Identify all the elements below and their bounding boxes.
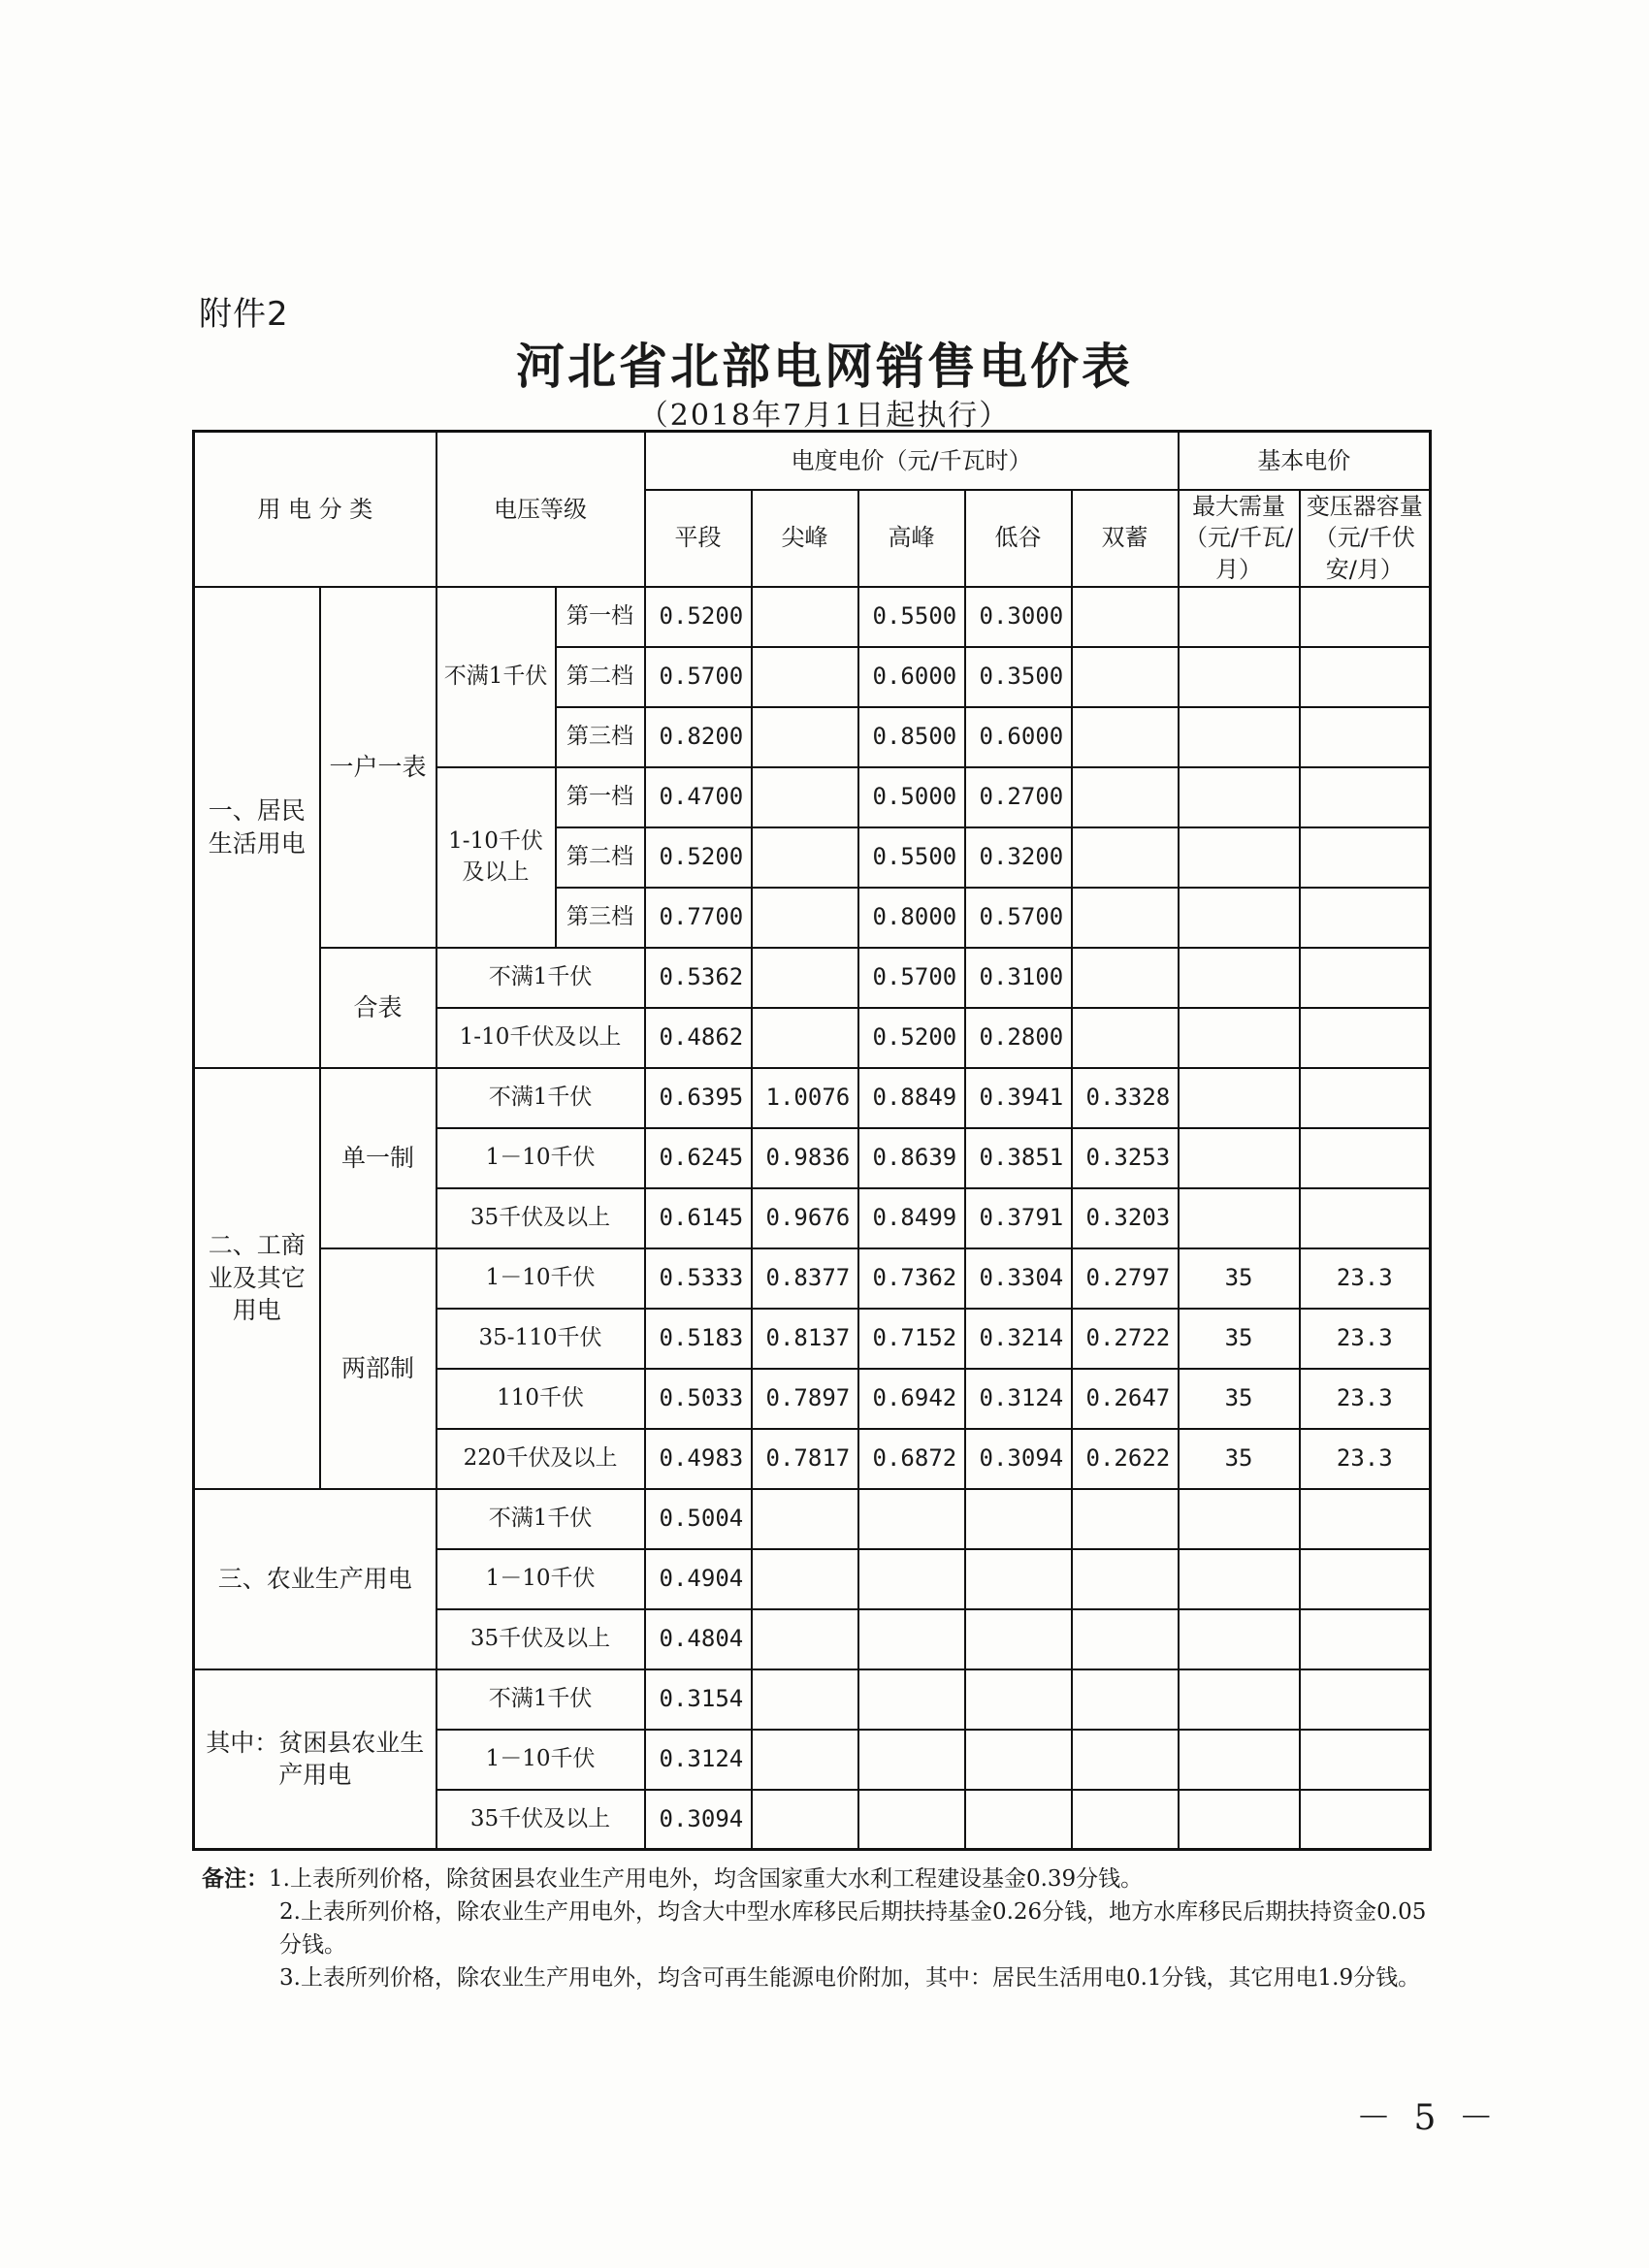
price-peak: 0.8500 [858, 707, 965, 767]
page-title: 河北省北部电网销售电价表 [516, 339, 1133, 395]
header-dual-storage: 双蓄 [1072, 490, 1179, 587]
price-valley: 0.3100 [965, 948, 1072, 1008]
empty-cell [752, 1609, 858, 1669]
price-dual: 0.3328 [1072, 1068, 1179, 1128]
table-row [194, 948, 1431, 1008]
empty-cell [1179, 1549, 1300, 1609]
price-peak: 0.5000 [858, 767, 965, 827]
empty-cell [858, 1790, 965, 1850]
price-dual: 0.2797 [1072, 1248, 1179, 1309]
table-row [194, 1068, 1431, 1128]
empty-cell [965, 1669, 1072, 1730]
voltage-label: 不满1千伏 [436, 1489, 645, 1549]
header-max-demand: 最大需量（元/千瓦/月） [1179, 490, 1300, 587]
price-valley: 0.3500 [965, 647, 1072, 707]
price-flat: 0.5033 [645, 1369, 752, 1429]
price-capacity: 23.3 [1300, 1429, 1431, 1489]
price-capacity [1300, 1068, 1431, 1128]
price-dual: 0.2647 [1072, 1369, 1179, 1429]
price-valley: 0.3791 [965, 1188, 1072, 1248]
price-capacity [1300, 647, 1431, 707]
header-sharp-peak: 尖峰 [752, 490, 858, 587]
empty-cell [1179, 1489, 1300, 1549]
price-peak: 0.5700 [858, 948, 965, 1008]
tier-label: 第一档 [556, 587, 645, 647]
empty-cell [1072, 1730, 1179, 1790]
price-sharp: 0.7817 [752, 1429, 858, 1489]
price-demand [1179, 1068, 1300, 1128]
price-capacity [1300, 587, 1431, 647]
price-valley: 0.2800 [965, 1008, 1072, 1068]
price-dual [1072, 647, 1179, 707]
notes-section [202, 1863, 1429, 1994]
price-demand [1179, 767, 1300, 827]
voltage-under-1kv: 不满1千伏 [436, 587, 556, 767]
price-flat: 0.5183 [645, 1309, 752, 1369]
price-sharp [752, 827, 858, 888]
price-flat: 0.6395 [645, 1068, 752, 1128]
price-dual [1072, 948, 1179, 1008]
empty-cell [965, 1549, 1072, 1609]
price-flat: 0.5004 [645, 1489, 752, 1549]
price-valley: 0.2700 [965, 767, 1072, 827]
empty-cell [965, 1730, 1072, 1790]
price-flat: 0.7700 [645, 888, 752, 948]
header-row-1 [194, 432, 1431, 490]
price-valley: 0.3124 [965, 1369, 1072, 1429]
price-flat: 0.5700 [645, 647, 752, 707]
voltage-label: 不满1千伏 [436, 1068, 645, 1128]
tier-label: 第二档 [556, 827, 645, 888]
empty-cell [858, 1730, 965, 1790]
category-agriculture: 三、农业生产用电 [194, 1489, 436, 1669]
effective-date-subtitle: （2018年7月1日起执行） [638, 399, 1011, 433]
price-valley: 0.3304 [965, 1248, 1072, 1309]
price-capacity: 23.3 [1300, 1248, 1431, 1309]
empty-cell [752, 1790, 858, 1850]
price-flat: 0.5200 [645, 827, 752, 888]
tier-label: 第一档 [556, 767, 645, 827]
subcategory-single-system: 单一制 [320, 1068, 436, 1248]
header-flat: 平段 [645, 490, 752, 587]
voltage-label: 1－10千伏 [436, 1549, 645, 1609]
subcategory-two-part: 两部制 [320, 1248, 436, 1489]
price-valley: 0.3000 [965, 587, 1072, 647]
header-energy-price: 电度电价（元/千瓦时） [645, 432, 1179, 490]
price-dual: 0.2622 [1072, 1429, 1179, 1489]
voltage-label: 35-110千伏 [436, 1309, 645, 1369]
header-peak: 高峰 [858, 490, 965, 587]
empty-cell [1072, 1549, 1179, 1609]
empty-cell [1300, 1730, 1431, 1790]
price-sharp: 0.7897 [752, 1369, 858, 1429]
price-sharp: 1.0076 [752, 1068, 858, 1128]
tier-label: 第三档 [556, 707, 645, 767]
price-capacity [1300, 948, 1431, 1008]
price-demand: 35 [1179, 1369, 1300, 1429]
note-3: 3.上表所列价格，除农业生产用电外，均含可再生能源电价附加，其中：居民生活用电0.1分钱，其它用电1.9分钱。 [279, 1965, 1421, 1991]
price-peak: 0.5500 [858, 587, 965, 647]
price-sharp: 0.8137 [752, 1309, 858, 1369]
price-demand: 35 [1179, 1248, 1300, 1309]
price-dual [1072, 888, 1179, 948]
empty-cell [965, 1609, 1072, 1669]
price-sharp [752, 707, 858, 767]
price-sharp: 0.9836 [752, 1128, 858, 1188]
empty-cell [1300, 1669, 1431, 1730]
price-valley: 0.6000 [965, 707, 1072, 767]
empty-cell [752, 1730, 858, 1790]
subcategory-merged-meter: 合表 [320, 948, 436, 1068]
empty-cell [752, 1549, 858, 1609]
price-flat: 0.4700 [645, 767, 752, 827]
price-flat: 0.6145 [645, 1188, 752, 1248]
price-valley: 0.3094 [965, 1429, 1072, 1489]
empty-cell [858, 1549, 965, 1609]
price-valley: 0.3200 [965, 827, 1072, 888]
price-flat: 0.3154 [645, 1669, 752, 1730]
empty-cell [1072, 1609, 1179, 1669]
empty-cell [752, 1669, 858, 1730]
price-dual [1072, 767, 1179, 827]
voltage-label: 1-10千伏及以上 [436, 1008, 645, 1068]
price-sharp: 0.8377 [752, 1248, 858, 1309]
empty-cell [1179, 1730, 1300, 1790]
voltage-label: 不满1千伏 [436, 1669, 645, 1730]
empty-cell [1179, 1669, 1300, 1730]
price-capacity [1300, 888, 1431, 948]
price-peak: 0.8000 [858, 888, 965, 948]
voltage-label: 1－10千伏 [436, 1248, 645, 1309]
price-capacity [1300, 1008, 1431, 1068]
voltage-label: 35千伏及以上 [436, 1609, 645, 1669]
price-capacity: 23.3 [1300, 1309, 1431, 1369]
empty-cell [1179, 1790, 1300, 1850]
price-flat: 0.3094 [645, 1790, 752, 1850]
price-dual: 0.3203 [1072, 1188, 1179, 1248]
price-sharp [752, 647, 858, 707]
price-demand: 35 [1179, 1429, 1300, 1489]
subcategory-single-meter: 一户一表 [320, 587, 436, 948]
price-flat: 0.8200 [645, 707, 752, 767]
price-dual: 0.2722 [1072, 1309, 1179, 1369]
price-demand [1179, 1128, 1300, 1188]
price-peak: 0.5500 [858, 827, 965, 888]
price-sharp [752, 587, 858, 647]
table-row [194, 1489, 1431, 1549]
price-capacity [1300, 1128, 1431, 1188]
price-peak: 0.7362 [858, 1248, 965, 1309]
empty-cell [1072, 1669, 1179, 1730]
price-sharp: 0.9676 [752, 1188, 858, 1248]
category-residential: 一、居民生活用电 [194, 587, 320, 1068]
price-demand [1179, 647, 1300, 707]
empty-cell [1300, 1549, 1431, 1609]
tier-label: 第三档 [556, 888, 645, 948]
category-poor-county-agriculture: 其中：贫困县农业生产用电 [194, 1669, 436, 1850]
price-valley: 0.3214 [965, 1309, 1072, 1369]
header-basic-price: 基本电价 [1179, 432, 1431, 490]
voltage-label: 35千伏及以上 [436, 1188, 645, 1248]
header-transformer-capacity: 变压器容量（元/千伏安/月） [1300, 490, 1431, 587]
empty-cell [858, 1669, 965, 1730]
price-sharp [752, 888, 858, 948]
price-flat: 0.3124 [645, 1730, 752, 1790]
price-demand [1179, 888, 1300, 948]
empty-cell [965, 1790, 1072, 1850]
price-peak: 0.6000 [858, 647, 965, 707]
header-category: 用 电 分 类 [194, 432, 436, 587]
voltage-1-10kv-up: 1-10千伏及以上 [436, 767, 556, 948]
price-peak: 0.8639 [858, 1128, 965, 1188]
price-peak: 0.7152 [858, 1309, 965, 1369]
header-valley: 低谷 [965, 490, 1072, 587]
empty-cell [1072, 1790, 1179, 1850]
price-sharp [752, 767, 858, 827]
note-2: 2.上表所列价格，除农业生产用电外，均含大中型水库移民后期扶持基金0.26分钱，地方水库移民后期扶持资金0.05分钱。 [279, 1899, 1427, 1958]
price-capacity [1300, 707, 1431, 767]
price-dual [1072, 827, 1179, 888]
price-demand [1179, 1008, 1300, 1068]
price-demand [1179, 827, 1300, 888]
empty-cell [858, 1609, 965, 1669]
note-1: 1.上表所列价格，除贫困县农业生产用电外，均含国家重大水利工程建设基金0.39分钱。 [269, 1866, 1144, 1892]
price-valley: 0.3851 [965, 1128, 1072, 1188]
price-peak: 0.8499 [858, 1188, 965, 1248]
voltage-label: 不满1千伏 [436, 948, 645, 1008]
price-dual: 0.3253 [1072, 1128, 1179, 1188]
table-row [194, 1248, 1431, 1309]
empty-cell [858, 1489, 965, 1549]
price-valley: 0.5700 [965, 888, 1072, 948]
empty-cell [965, 1489, 1072, 1549]
price-flat: 0.5333 [645, 1248, 752, 1309]
notes-lead: 备注： [202, 1866, 269, 1892]
price-demand [1179, 707, 1300, 767]
price-demand: 35 [1179, 1309, 1300, 1369]
price-demand [1179, 948, 1300, 1008]
category-commercial: 二、工商业及其它用电 [194, 1068, 320, 1489]
attachment-label: 附件2 [199, 295, 289, 334]
voltage-label: 1－10千伏 [436, 1730, 645, 1790]
price-peak: 0.6872 [858, 1429, 965, 1489]
price-sharp [752, 948, 858, 1008]
voltage-label: 220千伏及以上 [436, 1429, 645, 1489]
empty-cell [1300, 1790, 1431, 1850]
header-voltage: 电压等级 [436, 432, 645, 587]
price-dual [1072, 707, 1179, 767]
table-row [194, 587, 1431, 647]
price-demand [1179, 1188, 1300, 1248]
price-flat: 0.5200 [645, 587, 752, 647]
price-capacity [1300, 767, 1431, 827]
price-peak: 0.6942 [858, 1369, 965, 1429]
price-flat: 0.4983 [645, 1429, 752, 1489]
price-flat: 0.4904 [645, 1549, 752, 1609]
price-dual [1072, 1008, 1179, 1068]
price-valley: 0.3941 [965, 1068, 1072, 1128]
price-flat: 0.5362 [645, 948, 752, 1008]
empty-cell [752, 1489, 858, 1549]
price-dual [1072, 587, 1179, 647]
voltage-label: 1－10千伏 [436, 1128, 645, 1188]
table-row [194, 1669, 1431, 1730]
voltage-label: 35千伏及以上 [436, 1790, 645, 1850]
empty-cell [1300, 1489, 1431, 1549]
tier-label: 第二档 [556, 647, 645, 707]
price-capacity [1300, 1188, 1431, 1248]
price-capacity [1300, 827, 1431, 888]
empty-cell [1179, 1609, 1300, 1669]
empty-cell [1072, 1489, 1179, 1549]
page-number: － 5 － [1356, 2098, 1500, 2138]
voltage-label: 110千伏 [436, 1369, 645, 1429]
price-flat: 0.6245 [645, 1128, 752, 1188]
price-peak: 0.8849 [858, 1068, 965, 1128]
empty-cell [1300, 1609, 1431, 1669]
price-peak: 0.5200 [858, 1008, 965, 1068]
price-flat: 0.4804 [645, 1609, 752, 1669]
note-line-1 [202, 1863, 1429, 1895]
price-flat: 0.4862 [645, 1008, 752, 1068]
price-demand [1179, 587, 1300, 647]
price-capacity: 23.3 [1300, 1369, 1431, 1429]
tariff-table [192, 430, 1432, 1851]
price-sharp [752, 1008, 858, 1068]
